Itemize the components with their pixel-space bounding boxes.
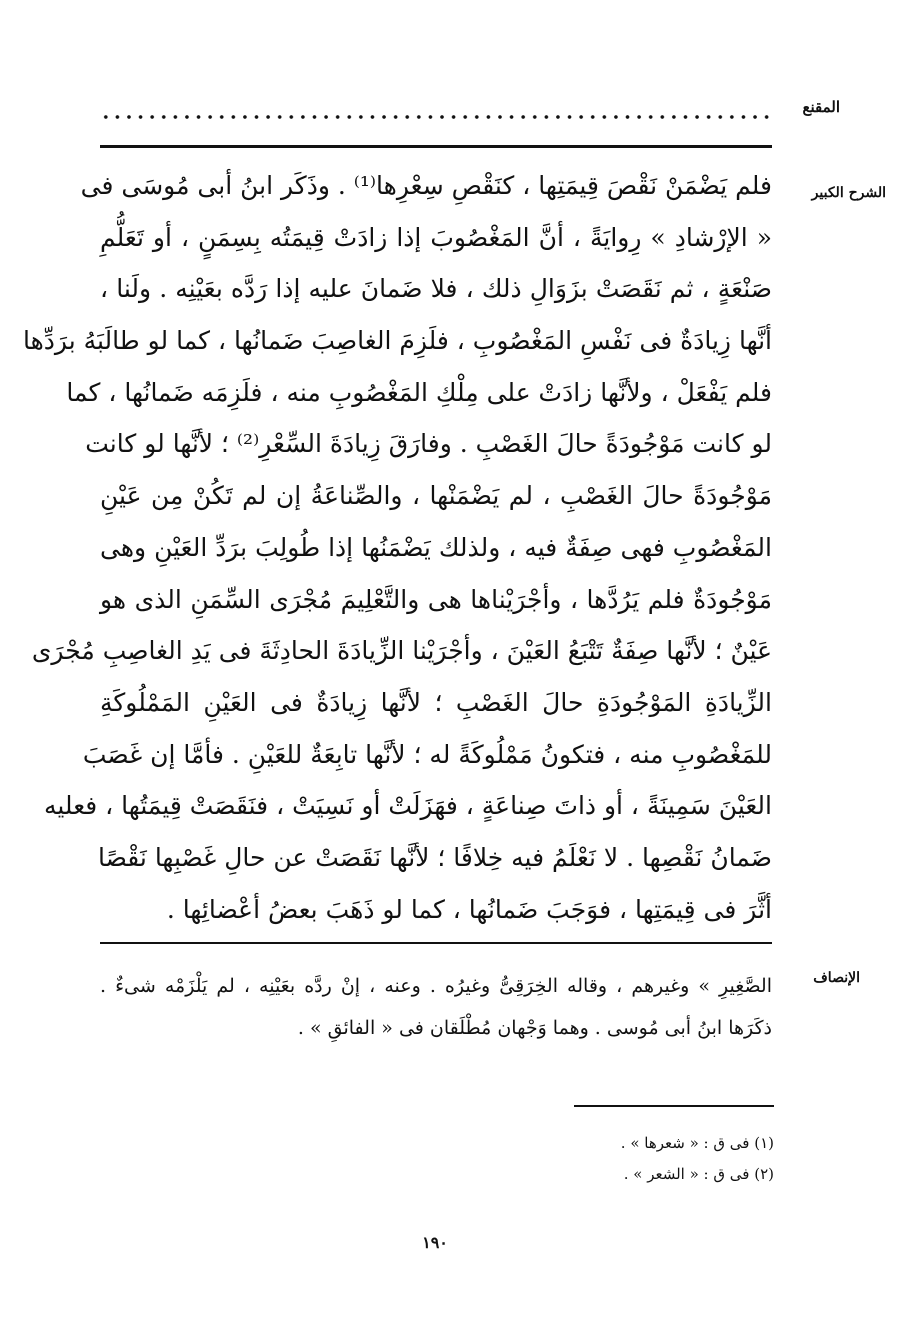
footnotes [574, 1128, 774, 1190]
footnote: (١) فى ق : « شعرها » . [620, 1134, 774, 1152]
text-line: صَنْعَةٍ ، ثم نَقَصَتْ بزَوَالِ ذلك ، فلا ضَمانَ عليه إذا رَدَّه بعَيْنِه . ولَنا ، [100, 274, 772, 304]
text-line: فلم يَضْمَنْ نَقْصَ قِيمَتِها ، كنَقْصِ سِعْرِها⁽¹⁾ . وذَكَر ابنُ أبى مُوسَى فى [80, 171, 772, 200]
section-separator-rule [100, 942, 772, 944]
insaf-text [100, 965, 772, 1049]
text-line: الزِّيادَةِ المَوْجُودَةِ حالَ الغَصْبِ ؛ لأنَّها زِيادَةٌ فى العَيْنِ المَمْلُوكَةِ [100, 687, 772, 717]
text-line: الصَّغِيرِ » وغيرهم ، وقاله الخِرَقِىُّ وغيرُه . وعنه ، إنْ ردَّه بعَيْنِه ، لم يَلْزَمْه شىءٌ . [100, 975, 772, 997]
footnote: (٢) فى ق : « الشعر » . [623, 1165, 774, 1183]
side-label-sharh: الشرح الكبير [811, 185, 886, 201]
side-label-insaf: الإنصاف [813, 970, 860, 986]
text-line: أثَّرَ فى قِيمَتِها ، فوَجَبَ ضَمانُها ، كما لو ذَهَبَ بعضُ أعْضائِها . [166, 894, 772, 924]
header-dotted-leader [100, 114, 770, 120]
running-header-title: المقنع [802, 98, 840, 116]
text-line: « الإرْشادِ » رِوايَةً ، أنَّ المَغْصُوبَ إذا زادَتْ قِيمَتُه بِسِمَنٍ ، أو تَعَلُّمِ [100, 222, 772, 252]
text-line: للمَغْصُوبِ منه ، فتكونُ مَمْلُوكَةً له ؛ لأنَّها تابِعَةٌ للعَيْنِ . فأمَّا إن غَصَبَ [82, 739, 772, 769]
header-rule [100, 145, 772, 148]
text-line: لو كانت مَوْجُودَةً حالَ الغَصْبِ . وفارَقَ زِيادَةَ السِّعْرِ⁽²⁾ ؛ لأنَّها لو كانت [85, 429, 772, 459]
text-line: ذكَرَها ابنُ أبى مُوسى . وهما وَجْهان مُطْلَقان فى « الفائقِ » . [297, 1017, 772, 1039]
text-line: عَيْنٌ ؛ لأنَّها صِفَةٌ تَتْبَعُ العَيْنَ ، وأجْرَيْنا الزِّيادَةَ الحادِثَةَ فى يَدِ الغاصِبِ مُجْرَى [31, 636, 772, 666]
footnote-rule [574, 1105, 774, 1107]
text-line: مَوْجُودَةً حالَ الغَصْبِ ، لم يَضْمَنْها ، والصِّناعَةُ إن لم تَكُنْ مِن عَيْنِ [100, 481, 772, 511]
text-line: مَوْجُودَةٌ فلم يَرُدَّها ، وأجْرَيْناها هى والتَّعْلِيمَ مُجْرَى السِّمَنِ الذى هو [100, 584, 772, 614]
text-line: المَغْصُوبِ فهى صِفَةٌ فيه ، ولذلك يَضْمَنُها إذا طُولِبَ برَدِّ العَيْنِ وهى [100, 532, 772, 562]
text-line: العَيْنَ سَمِينَةً ، أو ذاتَ صِناعَةٍ ، فهَزَلَتْ أو نَسِيَتْ ، فنَقَصَتْ قِيمَتُها ، فعليه [43, 791, 772, 821]
text-line: أنَّها زِيادَةٌ فى نَفْسِ المَغْصُوبِ ، فلَزِمَ الغاصِبَ ضَمانُها ، كما لو طالَبَهُ برَدِّها [22, 326, 772, 356]
page-number: ١٩٠ [422, 1233, 448, 1252]
text-line: ضَمانُ نَقْصِها . لا نَعْلَمُ فيه خِلافًا ؛ لأنَّها نَقَصَتْ عن حالِ غَصْبِها نَقْصًا [97, 842, 772, 872]
main-commentary-text [22, 160, 772, 935]
text-line: فلم يَفْعَلْ ، ولأنَّها زادَتْ على مِلْكِ المَغْصُوبِ منه ، فلَزِمَه ضَمانُها ، كما [66, 377, 772, 407]
